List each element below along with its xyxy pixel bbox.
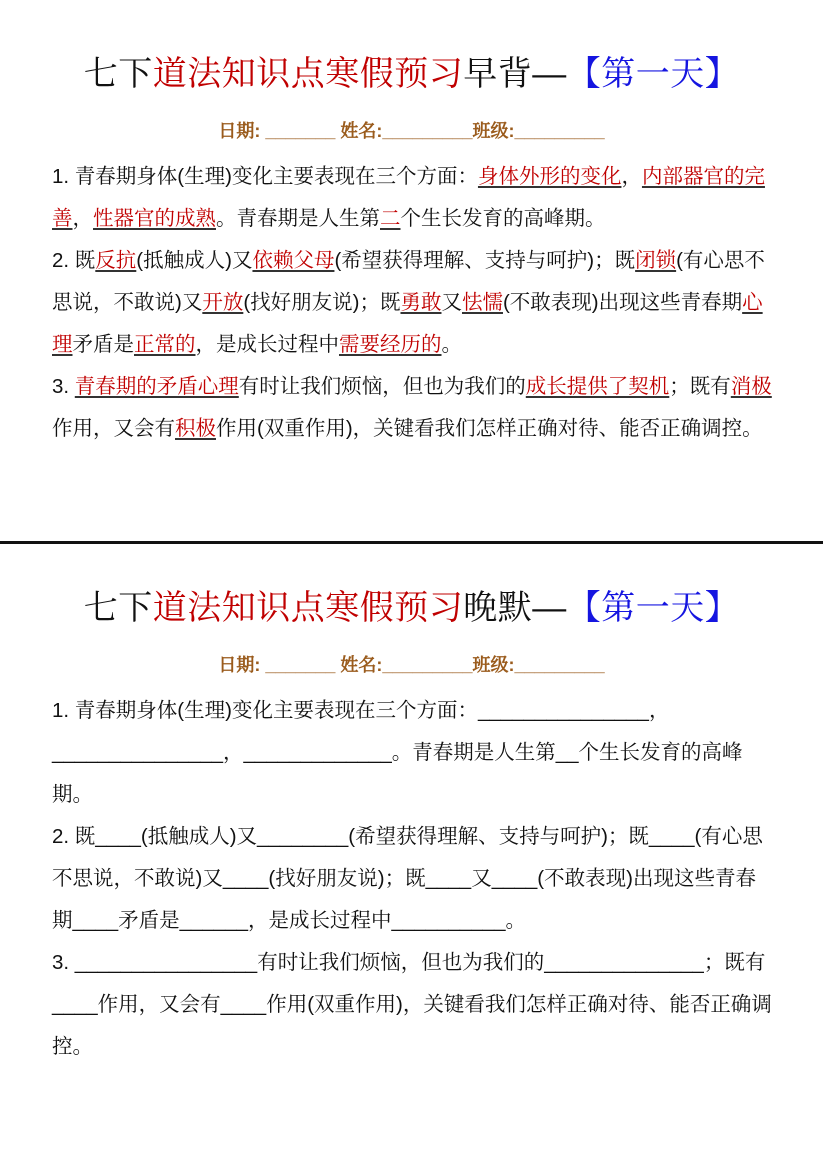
question-text: 。青春期是人生第 bbox=[216, 207, 380, 230]
answer-text: 青春期的矛盾心理 bbox=[74, 375, 239, 398]
question-text: (不敢表现)出现这些青春期 bbox=[502, 291, 743, 314]
answer-text: 怯懦 bbox=[461, 291, 503, 314]
answer-text: 依赖父母 bbox=[252, 249, 335, 272]
question-paragraph bbox=[52, 240, 773, 366]
student-info-line: 日期: _______ 姓名:_________班级:_________ bbox=[218, 655, 605, 675]
morning-recitation-sheet bbox=[0, 48, 823, 450]
question-paragraph bbox=[52, 942, 773, 1068]
answer-text: 二 bbox=[380, 207, 401, 230]
question-text: 1. 青春期身体(生理)变化主要表现在三个方面： bbox=[52, 165, 478, 188]
question-text: 作用(双重作用)，关键看我们怎样正确对待、能否正确调控。 bbox=[216, 417, 763, 440]
title-grade: 七下 bbox=[83, 589, 153, 627]
question-text: 2. 既 bbox=[52, 249, 96, 272]
sheet-title bbox=[0, 582, 823, 634]
answer-text: 正常的 bbox=[134, 333, 196, 356]
question-text: ，是成长过程中 bbox=[195, 333, 339, 356]
question-text: ；既有 bbox=[669, 375, 731, 398]
question-text: 有时让我们烦恼，但也为我们的 bbox=[238, 375, 526, 398]
student-info-line: 日期: _______ 姓名:_________班级:_________ bbox=[218, 121, 605, 141]
answer-text: 需要经历的 bbox=[339, 333, 442, 356]
question-text: (希望获得理解、支持与呵护)；既 bbox=[334, 249, 636, 272]
question-text: 又 bbox=[441, 291, 462, 314]
answer-text: 勇敢 bbox=[400, 291, 442, 314]
question-paragraph bbox=[52, 156, 773, 240]
answer-text: 积极 bbox=[175, 417, 216, 440]
title-grade: 七下 bbox=[83, 55, 153, 93]
question-text: 3. ________________有时让我们烦恼，但也为我们的______________；既有____作用，又会有____作用(双重作用)，关键看我们怎样正确对待、能否正确调控。 bbox=[52, 951, 772, 1058]
answer-text: 内部器官的完善 bbox=[52, 165, 765, 230]
title-mode: 晚默— bbox=[463, 589, 567, 627]
content-body bbox=[52, 156, 773, 450]
answer-text: 成长提供了契机 bbox=[525, 375, 670, 398]
content-body bbox=[52, 690, 773, 1068]
answer-text: 消极 bbox=[730, 375, 772, 398]
evening-dictation-sheet bbox=[0, 582, 823, 1068]
answer-text: 性器官的成熟 bbox=[93, 207, 216, 230]
answer-text: 心理 bbox=[52, 291, 763, 356]
question-text: 2. 既____(抵触成人)又________(希望获得理解、支持与呵护)；既____(有心思不思说，不敢说)又____(找好朋友说)；既____又____(不敢表现)出现这些青春期____矛盾是______，是成长过程中__________。 bbox=[52, 825, 763, 932]
question-paragraph bbox=[52, 690, 773, 816]
question-text: ， bbox=[72, 207, 93, 230]
question-paragraph bbox=[52, 366, 773, 450]
question-text: 。 bbox=[441, 333, 462, 356]
answer-text: 闭锁 bbox=[635, 249, 677, 272]
answer-text: 身体外形的变化 bbox=[477, 165, 622, 188]
question-text: 个生长发育的高峰期。 bbox=[400, 207, 606, 230]
question-text: 矛盾是 bbox=[72, 333, 134, 356]
answer-text: 开放 bbox=[202, 291, 244, 314]
section-divider bbox=[0, 541, 823, 544]
answer-text: 反抗 bbox=[95, 249, 137, 272]
question-text: 作用，又会有 bbox=[52, 417, 175, 440]
sheet-title bbox=[0, 48, 823, 100]
question-text: ， bbox=[621, 165, 642, 188]
question-text: (找好朋友说)；既 bbox=[243, 291, 401, 314]
title-mode: 早背— bbox=[463, 55, 567, 93]
question-text: 3. bbox=[52, 375, 75, 398]
title-subject: 道法知识点寒假预习 bbox=[152, 55, 464, 93]
question-paragraph bbox=[52, 816, 773, 942]
question-text: (抵触成人)又 bbox=[136, 249, 253, 272]
title-day: 【第一天】 bbox=[566, 589, 740, 627]
title-day: 【第一天】 bbox=[566, 55, 740, 93]
question-text: 1. 青春期身体(生理)变化主要表现在三个方面：_______________，_______________，_____________。青春期是人生第__个生长发育的高峰期。 bbox=[52, 699, 743, 806]
title-subject: 道法知识点寒假预习 bbox=[152, 589, 464, 627]
question-text: (有心思不思说，不敢说)又 bbox=[52, 249, 765, 314]
